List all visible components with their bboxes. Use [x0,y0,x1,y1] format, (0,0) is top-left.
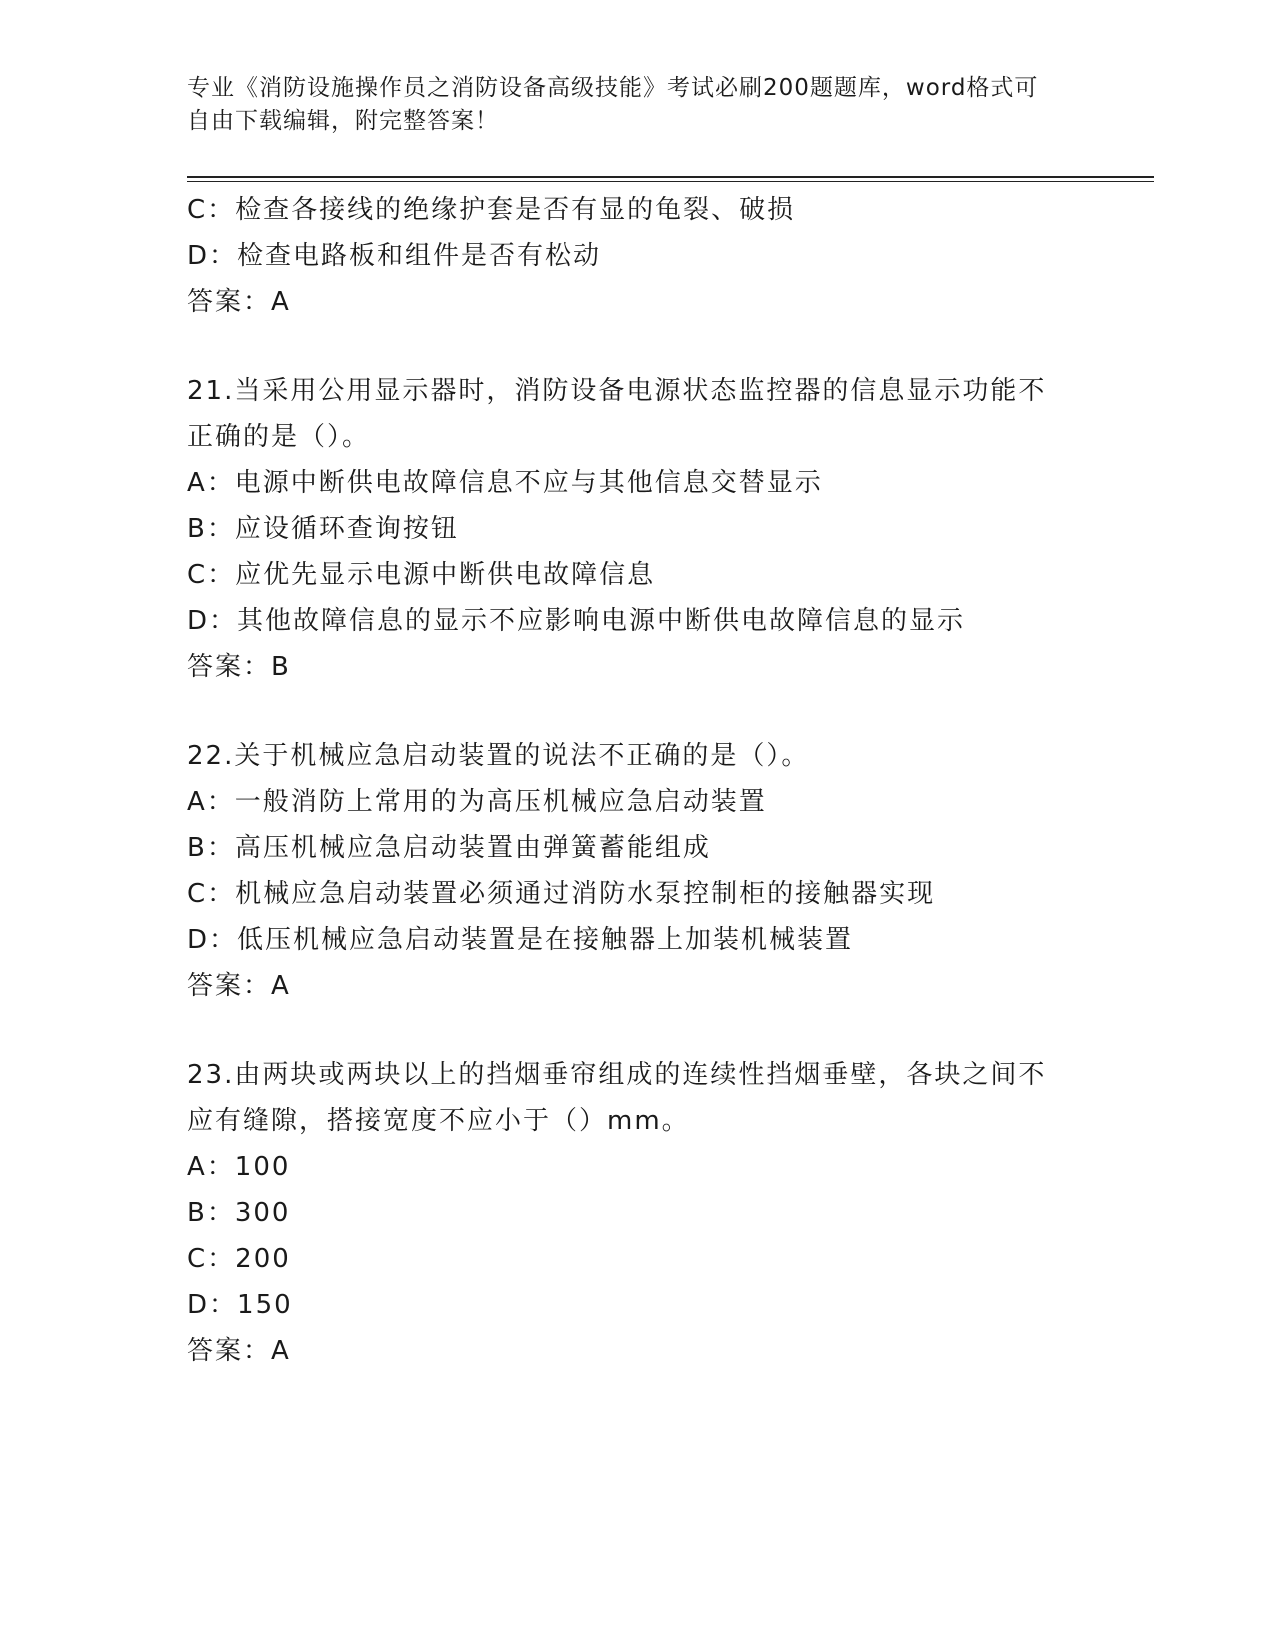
answer-line: 答案：A [187,971,291,1001]
header-rule-thin [187,181,1154,182]
question-list [187,187,1087,1374]
header-rule-thick [187,176,1154,178]
question-23 [187,1052,1087,1374]
document-header [187,72,1067,138]
header-line-2: 自由下载编辑，附完整答案！ [187,108,499,134]
question-20-continued [187,187,1087,325]
header-line-1: 专业《消防设施操作员之消防设备高级技能》考试必刷200题题库，word格式可 [187,75,1039,101]
question-22 [187,733,1087,1009]
option-a: A：电源中断供电故障信息不应与其他信息交替显示 [187,468,823,498]
option-d: D：150 [187,1290,293,1320]
option-c: C：机械应急启动装置必须通过消防水泵控制柜的接触器实现 [187,879,936,909]
answer-line: 答案：A [187,287,291,317]
option-c: C：检查各接线的绝缘护套是否有显的龟裂、破损 [187,195,796,225]
question-stem: 23.由两块或两块以上的挡烟垂帘组成的连续性挡烟垂壁，各块之间不 [187,1060,1047,1090]
option-d: D：低压机械应急启动装置是在接触器上加装机械装置 [187,925,854,955]
option-c: C：200 [187,1244,291,1274]
answer-line: 答案：A [187,1336,291,1366]
question-stem: 正确的是（）。 [187,422,371,452]
question-stem: 应有缝隙，搭接宽度不应小于（）mm。 [187,1106,690,1136]
answer-line: 答案：B [187,652,291,682]
option-b: B：应设循环查询按钮 [187,514,459,544]
option-c: C：应优先显示电源中断供电故障信息 [187,560,656,590]
option-a: A：100 [187,1152,291,1182]
option-d: D：其他故障信息的显示不应影响电源中断供电故障信息的显示 [187,606,966,636]
option-d: D：检查电路板和组件是否有松动 [187,241,602,271]
question-stem: 21.当采用公用显示器时，消防设备电源状态监控器的信息显示功能不 [187,376,1047,406]
option-a: A：一般消防上常用的为高压机械应急启动装置 [187,787,767,817]
question-stem: 22.关于机械应急启动装置的说法不正确的是（）。 [187,741,810,771]
option-b: B：高压机械应急启动装置由弹簧蓄能组成 [187,833,711,863]
option-b: B：300 [187,1198,291,1228]
question-21 [187,368,1087,690]
